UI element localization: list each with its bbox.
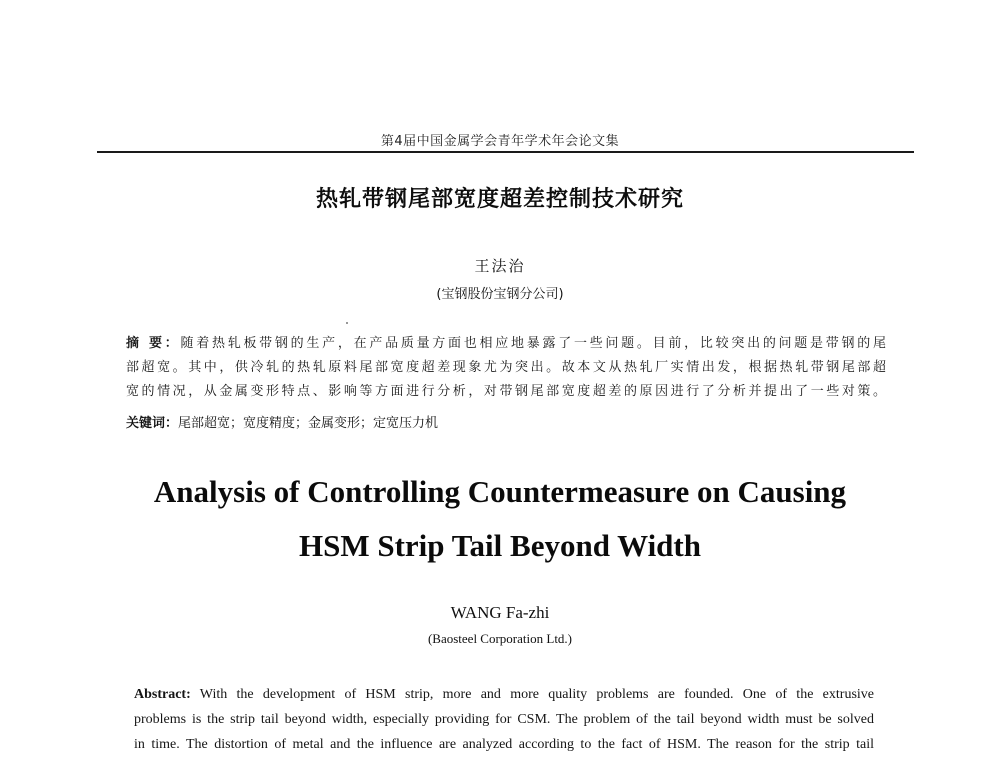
chinese-abstract-label: 摘 要： bbox=[126, 336, 181, 351]
english-affiliation: (Baosteel Corporation Ltd.) bbox=[427, 631, 573, 646]
english-abstract-line: problems is the strip tail beyond width, especially providing for CSM. The problem of the tail beyond width must be solved bbox=[134, 712, 874, 727]
chinese-abstract-line: 部超宽。其中，供冷轧的热轧原料尾部宽度超差现象尤为突出。故本文从热轧厂实情出发，根据热轧带钢尾部超 bbox=[126, 360, 886, 375]
english-abstract-label: Abstract: bbox=[134, 687, 191, 702]
chinese-abstract-line bbox=[126, 332, 886, 356]
running-header: 第4届中国金属学会青年学术年会论文集 bbox=[380, 134, 620, 149]
scan-speck bbox=[346, 322, 348, 324]
chinese-keywords-label: 关键词： bbox=[126, 416, 179, 431]
chinese-title: 热轧带钢尾部宽度超差控制技术研究 bbox=[315, 187, 684, 212]
header-rule bbox=[97, 151, 914, 153]
chinese-abstract bbox=[126, 332, 886, 404]
english-abstract bbox=[134, 682, 874, 757]
chinese-keywords bbox=[126, 414, 886, 434]
english-abstract-line: in time. The distortion of metal and the influence are analyzed according to the fact of HSM. The reason for the strip tail bbox=[134, 737, 874, 752]
chinese-affiliation: (宝钢股份宝钢分公司) bbox=[436, 287, 564, 302]
english-abstract-line bbox=[134, 682, 874, 707]
chinese-keywords-text: 尾部超宽；宽度精度；金属变形；定宽压力机 bbox=[178, 416, 439, 431]
chinese-abstract-text: 随着热轧板带钢的生产，在产品质量方面也相应地暴露了一些问题。目前，比较突出的问题是带钢的尾 bbox=[180, 336, 886, 351]
chinese-abstract-line: 宽的情况，从金属变形特点、影响等方面进行分析，对带钢尾部宽度超差的原因进行了分析并提出了一些对策。 bbox=[126, 384, 886, 399]
english-title-line-2: HSM Strip Tail Beyond Width bbox=[298, 528, 701, 563]
english-title-line-1: Analysis of Controlling Countermeasure on Causing bbox=[153, 474, 847, 509]
chinese-author: 王法治 bbox=[474, 257, 526, 275]
english-abstract-text: With the development of HSM strip, more and more quality problems are founded. One of the extrusive bbox=[199, 687, 874, 702]
english-author: WANG Fa-zhi bbox=[450, 603, 550, 622]
